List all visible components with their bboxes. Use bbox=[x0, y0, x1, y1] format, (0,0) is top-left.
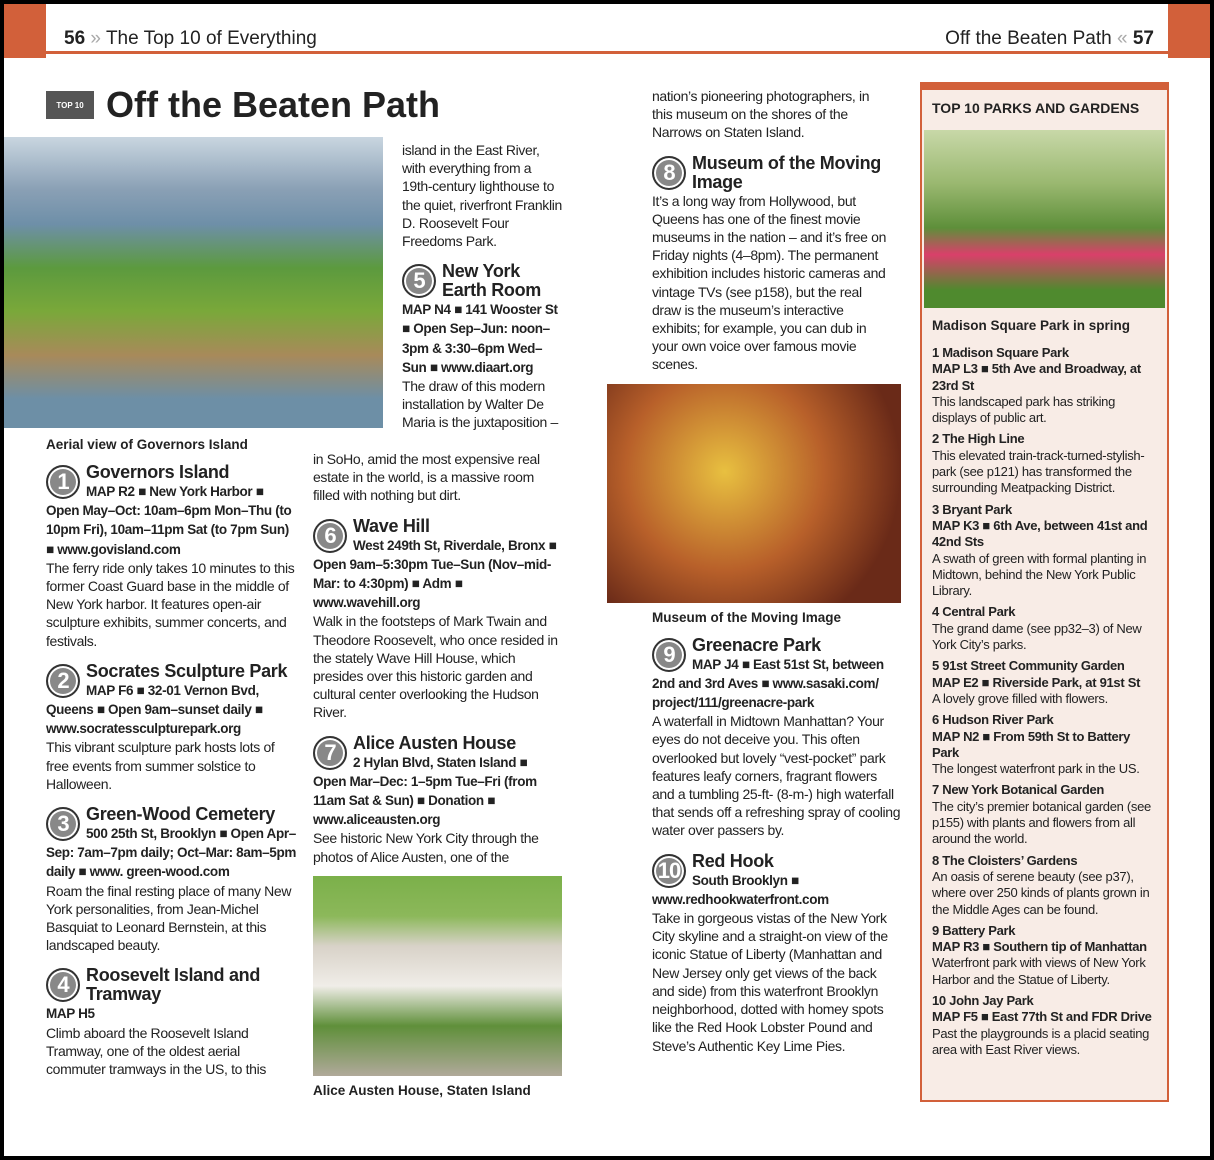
entry-title: Socrates Sculpture Park bbox=[86, 660, 288, 681]
separator: « bbox=[1117, 28, 1128, 49]
moving-image-museum-photo bbox=[607, 384, 901, 603]
sidebar-item-title: 9 Battery Park bbox=[932, 922, 1016, 938]
entry-info: 2 Hylan Blvd, Staten Island ■ Open Mar–Dec: 1–5pm Tue–Fri (from 11am Sat & Sun) ■ Donation ■ www.aliceausten.org bbox=[313, 754, 537, 828]
number-badge: 1 bbox=[46, 465, 80, 499]
caption: Madison Square Park in spring bbox=[932, 318, 1131, 333]
sidebar-item-title: 10 John Jay Park bbox=[932, 992, 1034, 1008]
governors-island-photo bbox=[4, 137, 383, 428]
sidebar-item-description: Waterfront park with views of New York Harbor and the Statue of Liberty. bbox=[932, 955, 1146, 987]
entry-title: Alice Austen House bbox=[353, 732, 516, 753]
separator: » bbox=[90, 28, 101, 49]
sidebar-item-title: 2 The High Line bbox=[932, 431, 1025, 447]
sidebar-item-info: MAP E2 ■ Riverside Park, at 91st St bbox=[932, 674, 1141, 690]
entry-2 bbox=[46, 662, 296, 793]
entry-description: It’s a long way from Hollywood, but Queens has one of the finest movie museums in the nation – and it’s free on Friday nights (4–8pm). The permanent exhibition includes historic cameras and vintage TVs (see p158), but the real draw is the museum’s interactive exhibits; for example, you can dub in your own voice over famous movie scenes. bbox=[652, 192, 887, 373]
number-badge: 2 bbox=[46, 664, 80, 698]
sidebar-item bbox=[932, 782, 1159, 847]
right-page-number: 57 bbox=[1132, 28, 1154, 49]
entry-info: West 249th St, Riverdale, Bronx ■ Open 9am–5:30pm Tue–Sun (Nov–mid-Mar: to 4:30pm) ■ Adm ■ www.wavehill.org bbox=[313, 537, 557, 611]
entry-5-continued: in SoHo, amid the most expensive real estate in the world, is a massive room filled with nothing but dirt. bbox=[313, 451, 540, 504]
right-accent-band bbox=[1168, 4, 1210, 58]
entry-description: Walk in the footsteps of Mark Twain and Theodore Roosevelt, who once resided in the stately Wave Hill House, which presides over this historic garden and cultural center overlooking the Hudson River. bbox=[313, 613, 558, 721]
sidebar-item-title: 7 New York Botanical Garden bbox=[932, 782, 1105, 798]
left-running-title: The Top 10 of Everything bbox=[105, 28, 317, 49]
sidebar-item-description: An oasis of serene beauty (see p37), where over 250 kinds of plants grown in the Middle Ages can be found. bbox=[932, 868, 1150, 917]
sidebar-item-title: 3 Bryant Park bbox=[932, 501, 1012, 517]
sidebar-item-info: MAP L3 ■ 5th Ave and Broadway, at 23rd St bbox=[932, 361, 1141, 393]
entry-title: Green-Wood Cemetery bbox=[86, 804, 276, 825]
entry-info: MAP J4 ■ East 51st St, between 2nd and 3rd Aves ■ www.sasaki.com/ project/111/greenacre-park bbox=[652, 656, 884, 711]
sidebar-item bbox=[932, 345, 1159, 426]
sidebar-item bbox=[932, 923, 1159, 988]
sidebar-item-info: MAP R3 ■ Southern tip of Manhattan bbox=[932, 939, 1147, 955]
entry-description: Take in gorgeous vistas of the New York City skyline and a straight-on view of the iconic Statue of Liberty (Manhattan and New Jersey only get views of the back and side) from this waterfront Brooklyn neighborhood, dotted with homey spots like the Red Hook Lobster Pound and Steve’s Authentic Key Lime Pies. bbox=[652, 910, 888, 1054]
sidebar-item-description: A lovely grove filled with flowers. bbox=[932, 690, 1108, 706]
top10-badge: TOP 10 bbox=[46, 91, 94, 119]
book-spread bbox=[4, 4, 1210, 1156]
sidebar-item-description: This elevated train-track-turned-stylish-park (see p121) has transformed the surrounding Meatpacking District. bbox=[932, 447, 1145, 496]
entry-description: The ferry ride only takes 10 minutes to this former Coast Guard base in the middle of New York harbor. It features open-air sculpture exhibits, summer concerts, and festivals. bbox=[46, 559, 295, 649]
sidebar-item-title: 8 The Cloisters’ Gardens bbox=[932, 852, 1078, 868]
sidebar-item-description: Past the playgrounds is a placid seating area with East River views. bbox=[932, 1025, 1150, 1057]
sidebar-item-info: MAP F5 ■ East 77th St and FDR Drive bbox=[932, 1009, 1152, 1025]
left-page-number: 56 bbox=[64, 28, 86, 49]
entry-info: 500 25th St, Brooklyn ■ Open Apr–Sep: 7am–7pm daily; Oct–Mar: 8am–5pm daily ■ www. green-wood.com bbox=[46, 826, 297, 880]
sidebar-list bbox=[932, 345, 1159, 1063]
alice-austen-house-photo bbox=[313, 876, 562, 1076]
sidebar-item bbox=[932, 431, 1159, 496]
entry-description: A waterfall in Midtown Manhattan? Your eyes do not deceive you. This often overlooked but lovely “vest-pocket” park features leafy corners, fragrant flowers and a tumbling 25-ft- (8-m-) high waterfall that sends off a refreshing spray of cooling water over passers by. bbox=[652, 713, 901, 839]
number-badge: 4 bbox=[46, 968, 80, 1002]
entry-title: New York Earth Room bbox=[442, 261, 542, 301]
entry-info: MAP F6 ■ 32-01 Vernon Bvd, Queens ■ Open 9am–sunset daily ■ www.socratessculpturepark.org bbox=[46, 682, 263, 737]
entry-5 bbox=[402, 262, 564, 431]
number-badge: 8 bbox=[652, 156, 686, 190]
caption: Museum of the Moving Image bbox=[652, 609, 842, 625]
caption: Aerial view of Governors Island bbox=[46, 437, 248, 452]
continued-text: nation’s pioneering photographers, in this museum on the shores of the Narrows on Staten Island. bbox=[652, 88, 870, 141]
entry-10 bbox=[652, 852, 902, 1055]
sidebar-item-title: 4 Central Park bbox=[932, 604, 1016, 620]
number-badge: 5 bbox=[402, 264, 436, 298]
sidebar-item-description: The city’s premier botanical garden (see p155) with plants and flowers from all around the world. bbox=[932, 798, 1151, 847]
sidebar-item-description: The longest waterfront park in the US. bbox=[932, 761, 1140, 777]
number-badge: 6 bbox=[313, 519, 347, 553]
sidebar-item bbox=[932, 502, 1159, 600]
sidebar-item-description: This landscaped park has striking displays of public art. bbox=[932, 393, 1116, 426]
entry-title: Red Hook bbox=[692, 850, 774, 871]
right-running-title: Off the Beaten Path bbox=[945, 28, 1112, 49]
number-badge: 9 bbox=[652, 638, 686, 672]
madison-square-park-photo bbox=[924, 130, 1165, 308]
running-header bbox=[46, 4, 1168, 54]
entry-3 bbox=[46, 805, 296, 954]
sidebar-item-info: MAP K3 ■ 6th Ave, between 41st and 42nd Sts bbox=[932, 517, 1148, 550]
sidebar-item-title: 5 91st Street Community Garden bbox=[932, 658, 1125, 674]
sidebar-item bbox=[932, 712, 1159, 777]
entry-9 bbox=[652, 636, 902, 840]
page-title bbox=[46, 84, 440, 126]
entry-title: Wave Hill bbox=[353, 515, 430, 536]
entry-info: South Brooklyn ■ www.redhookwaterfront.com bbox=[652, 872, 829, 907]
entry-description: Climb aboard the Roosevelt Island Tramway, one of the oldest aerial commuter tramways in the US, to this bbox=[46, 1024, 267, 1078]
entry-6 bbox=[313, 517, 563, 722]
number-badge: 3 bbox=[46, 807, 80, 841]
title-text: Off the Beaten Path bbox=[106, 84, 441, 125]
entry-title: Museum of the Moving Image bbox=[692, 152, 881, 192]
sidebar-item bbox=[932, 993, 1159, 1058]
sidebar-item-title: 6 Hudson River Park bbox=[932, 712, 1054, 728]
left-accent-band bbox=[4, 4, 46, 58]
sidebar-item-info: MAP N2 ■ From 59th St to Battery Park bbox=[932, 728, 1131, 760]
sidebar-item bbox=[932, 604, 1159, 653]
sidebar-item-description: A swath of green with formal planting in Midtown, behind the New York Public Library. bbox=[932, 550, 1147, 599]
number-badge: 7 bbox=[313, 736, 347, 770]
column-2-narrow bbox=[402, 141, 564, 432]
entry-description: The draw of this modern installation by Walter De Maria is the juxtaposition – bbox=[402, 378, 558, 431]
entry-8 bbox=[652, 154, 892, 374]
entry-1 bbox=[46, 463, 296, 650]
entry-info: MAP R2 ■ New York Harbor ■ Open May–Oct: 10am–6pm Mon–Thu (to 10pm Fri), 10am–11pm Sat (to 7pm Sun) ■ www.govisland.com bbox=[46, 484, 292, 557]
column-3 bbox=[607, 87, 905, 1055]
sidebar-item-description: The grand dame (see pp32–3) of New York City’s parks. bbox=[932, 620, 1142, 653]
sidebar-item bbox=[932, 658, 1159, 707]
continued-text: island in the East River, with everything from a 19th-century lighthouse to the quiet, riverfront Franklin D. Roosevelt Four Freedoms Park. bbox=[402, 142, 562, 250]
caption: Alice Austen House, Staten Island bbox=[313, 1082, 531, 1098]
entry-7 bbox=[313, 734, 563, 866]
sidebar-item bbox=[932, 853, 1159, 918]
entry-title: Governors Island bbox=[86, 462, 230, 482]
sidebar-parks-gardens bbox=[920, 82, 1169, 1102]
sidebar-title: TOP 10 PARKS AND GARDENS bbox=[932, 100, 1140, 116]
entry-4 bbox=[46, 966, 296, 1078]
entry-info: MAP N4 ■ 141 Wooster St ■ Open Sep–Jun: noon–3pm & 3:30–6pm Wed–Sun ■ www.diaart.org bbox=[402, 302, 558, 375]
entry-description: Roam the final resting place of many New York personalities, from Jean-Michel Basquiat to Leonard Bernstein, at this landscaped beauty. bbox=[46, 882, 292, 954]
entry-title: Greenacre Park bbox=[692, 634, 821, 655]
entry-description: This vibrant sculpture park hosts lots of free events from summer solstice to Halloween. bbox=[46, 739, 275, 792]
entry-title: Roosevelt Island and Tramway bbox=[86, 965, 261, 1005]
entry-description: See historic New York City through the photos of Alice Austen, one of the bbox=[313, 830, 539, 865]
column-2 bbox=[313, 450, 563, 1099]
number-badge: 10 bbox=[652, 854, 686, 888]
sidebar-item-title: 1 Madison Square Park bbox=[932, 345, 1069, 360]
entry-info: MAP H5 bbox=[46, 1006, 95, 1022]
